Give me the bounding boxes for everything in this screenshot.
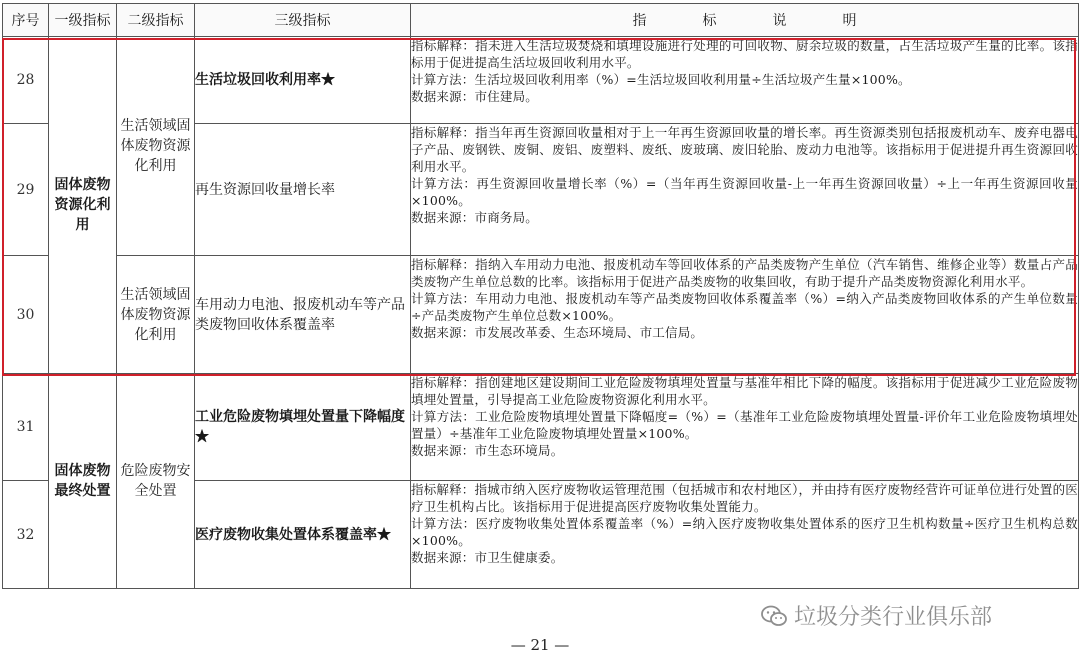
- level2-cell: 危险废物安全处置: [117, 374, 195, 589]
- row-number: 30: [3, 256, 49, 374]
- row-number: 29: [3, 124, 49, 256]
- row-number: 32: [3, 481, 49, 589]
- desc-explanation: 指标解释：指当年再生资源回收量相对于上一年再生资源回收量的增长率。再生资源类别包括报废机动车、废弃电器电子产品、废钢铁、废铜、废铝、废塑料、废纸、废玻璃、废旧轮胎、废动力电池等。该指标用于促进提升再生资源回收利用水平。: [411, 125, 1078, 174]
- description-cell: [411, 374, 1079, 481]
- level1-cell: 固体废物最终处置: [49, 374, 117, 589]
- desc-explanation: 指标解释：指城市纳入医疗废物收运管理范围（包括城市和农村地区），并由持有医疗废物经营许可证单位进行处置的医疗卫生机构占比。该指标用于促进提高医疗废物收集处置能力。: [411, 482, 1078, 514]
- indicator-table: [2, 3, 1079, 589]
- level2-cell: 生活领域固体废物资源化利用: [117, 37, 195, 256]
- desc-method: 计算方法：车用动力电池、报废机动车等产品类废物回收体系覆盖率（%）=纳入产品类废物回收体系的产生单位数量÷产品类废物产生单位总数×100%。: [411, 291, 1078, 323]
- table-header-row: [3, 4, 1079, 37]
- desc-method: 计算方法：工业危险废物填埋处置量下降幅度=（%）=（基准年工业危险废物填埋处置量-评价年工业危险废物填埋处置量）÷基准年工业危险废物填埋处置量×100%。: [411, 409, 1078, 441]
- table-row: [3, 37, 1079, 124]
- desc-explanation: 指标解释：指纳入车用动力电池、报废机动车等回收体系的产品类废物产生单位（汽车销售、维修企业等）数量占产品类废物产生单位总数的比率。该指标用于促进产品类废物的收集回收，有助于提升产品类废物资源化利用水平。: [411, 257, 1078, 289]
- level2-cell: 生活领域固体废物资源化利用: [117, 256, 195, 374]
- header-level3: 三级指标: [195, 4, 411, 37]
- level3-cell: 生活垃圾回收利用率★: [195, 37, 411, 124]
- watermark: [760, 600, 992, 631]
- table-row: [3, 256, 1079, 374]
- desc-method: 计算方法：再生资源回收量增长率（%）=（当年再生资源回收量-上一年再生资源回收量）÷上一年再生资源回收量×100%。: [411, 176, 1078, 208]
- level3-cell: 再生资源回收量增长率: [195, 124, 411, 256]
- description-cell: [411, 256, 1079, 374]
- description-cell: [411, 124, 1079, 256]
- watermark-text: 垃圾分类行业俱乐部: [794, 605, 993, 630]
- header-description: 指 标 说 明: [411, 4, 1079, 37]
- header-level2: 二级指标: [117, 4, 195, 37]
- desc-source: 数据来源：市生态环境局。: [411, 443, 564, 458]
- desc-method: 计算方法：生活垃圾回收利用率（%）=生活垃圾回收利用量÷生活垃圾产生量×100%。: [411, 72, 911, 87]
- table-row: [3, 374, 1079, 481]
- desc-method: 计算方法：医疗废物收集处置体系覆盖率（%）=纳入医疗废物收集处置体系的医疗卫生机构数量÷医疗卫生机构总数×100%。: [411, 516, 1078, 548]
- header-level1: 一级指标: [49, 4, 117, 37]
- row-number: 28: [3, 37, 49, 124]
- desc-explanation: 指标解释：指创建地区建设期间工业危险废物填埋处置量与基准年相比下降的幅度。该指标用于促进减少工业危险废物填埋处置量，引导提高工业危险废物资源化利用水平。: [411, 375, 1078, 407]
- wechat-icon: [760, 604, 788, 628]
- description-cell: [411, 481, 1079, 589]
- desc-source: 数据来源：市卫生健康委。: [411, 550, 564, 565]
- page-number: — 21 —: [510, 636, 570, 654]
- level3-cell: 医疗废物收集处置体系覆盖率★: [195, 481, 411, 589]
- desc-source: 数据来源：市商务局。: [411, 210, 539, 225]
- row-number: 31: [3, 374, 49, 481]
- desc-explanation: 指标解释：指未进入生活垃圾焚烧和填埋设施进行处理的可回收物、厨余垃圾的数量，占生活垃圾产生量的比率。该指标用于促进提高生活垃圾回收利用水平。: [411, 38, 1078, 70]
- level3-cell: 工业危险废物填埋处置量下降幅度★: [195, 374, 411, 481]
- description-cell: [411, 37, 1079, 124]
- desc-source: 数据来源：市住建局。: [411, 89, 539, 104]
- desc-source: 数据来源：市发展改革委、生态环境局、市工信局。: [411, 325, 704, 340]
- level1-cell: 固体废物资源化利用: [49, 37, 117, 374]
- level3-cell: 车用动力电池、报废机动车等产品类废物回收体系覆盖率: [195, 256, 411, 374]
- header-seq: 序号: [3, 4, 49, 37]
